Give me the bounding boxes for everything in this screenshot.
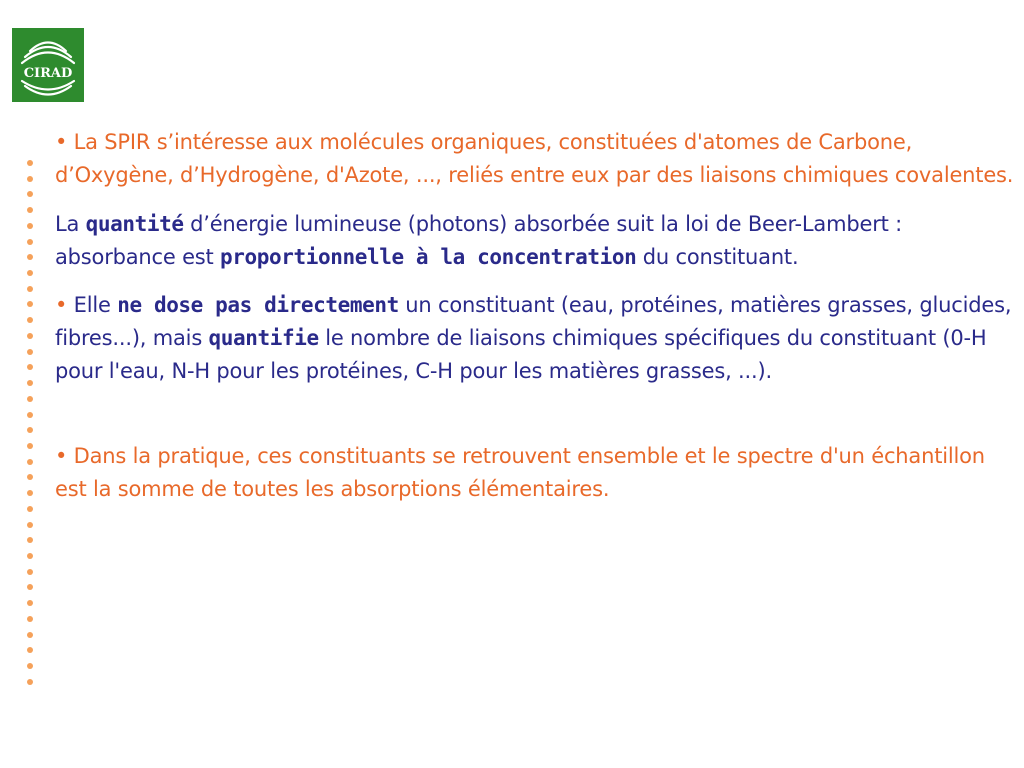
decorative-dot — [27, 317, 33, 323]
paragraph-pratique — [55, 440, 1020, 506]
decorative-dot — [27, 239, 33, 245]
decorative-dot — [27, 160, 33, 166]
emphasis-quantite: quantité — [85, 212, 184, 236]
decorative-dot — [27, 443, 33, 449]
text-segment: Elle — [73, 293, 118, 317]
decorative-dot — [27, 286, 33, 292]
text-segment: un constituant (eau, protéines, matières grasses, glucides, fibres...), mais — [55, 293, 1012, 350]
decorative-dot — [27, 490, 33, 496]
decorative-dot — [27, 474, 33, 480]
decorative-dot — [27, 600, 33, 606]
decorative-dot — [27, 506, 33, 512]
slide-content — [55, 126, 1020, 506]
decorative-dot — [27, 616, 33, 622]
cirad-logo-graphic — [12, 28, 84, 102]
decorative-dot — [27, 553, 33, 559]
decorative-dotted-line — [25, 160, 35, 685]
paragraph-spir-molecules — [55, 126, 1020, 192]
decorative-dot — [27, 223, 33, 229]
decorative-dot — [27, 254, 33, 260]
decorative-dot — [27, 647, 33, 653]
decorative-dot — [27, 537, 33, 543]
decorative-dot — [27, 349, 33, 355]
decorative-dot — [27, 632, 33, 638]
emphasis-ne-dose-pas: ne dose pas directement — [117, 293, 399, 317]
decorative-dot — [27, 207, 33, 213]
decorative-dot — [27, 191, 33, 197]
paragraph-dosage — [55, 289, 1020, 388]
decorative-dot — [27, 380, 33, 386]
decorative-dot — [27, 333, 33, 339]
bullet: • — [55, 293, 74, 317]
decorative-dot — [27, 176, 33, 182]
paragraph-beer-lambert — [55, 208, 1020, 274]
decorative-dot — [27, 679, 33, 685]
decorative-dot — [27, 270, 33, 276]
decorative-dot — [27, 301, 33, 307]
decorative-dot — [27, 412, 33, 418]
paragraph-text: • La SPIR s’intéresse aux molécules organiques, constituées d'atomes de Carbone, d’Oxygène, d’Hydrogène, d'Azote, ..., reliés entre eux par des liaisons chimiques covalentes. — [55, 130, 1014, 187]
cirad-logo — [12, 28, 84, 102]
text-segment: du constituant. — [636, 245, 799, 269]
decorative-dot — [27, 396, 33, 402]
decorative-dot — [27, 663, 33, 669]
decorative-dot — [27, 522, 33, 528]
emphasis-quantifie: quantifie — [208, 326, 319, 350]
decorative-dot — [27, 364, 33, 370]
logo-text: CIRAD — [23, 66, 73, 81]
emphasis-proportionnelle: proportionnelle à la concentration — [220, 245, 637, 269]
decorative-dot — [27, 569, 33, 575]
decorative-dot — [27, 459, 33, 465]
decorative-dot — [27, 427, 33, 433]
paragraph-text: • Dans la pratique, ces constituants se retrouvent ensemble et le spectre d'un échantillon est la somme de toutes les absorptions élémentaires. — [55, 444, 985, 501]
text-segment: le nombre de liaisons chimiques spécifiques du constituant (0-H pour l'eau, N-H pour les protéines, C-H pour les matières grasses, ...). — [55, 326, 987, 383]
text-segment: d’énergie lumineuse (photons) absorbée suit la loi de Beer-Lambert : absorbance est — [55, 212, 903, 269]
text-segment: La — [55, 212, 86, 236]
decorative-dot — [27, 584, 33, 590]
